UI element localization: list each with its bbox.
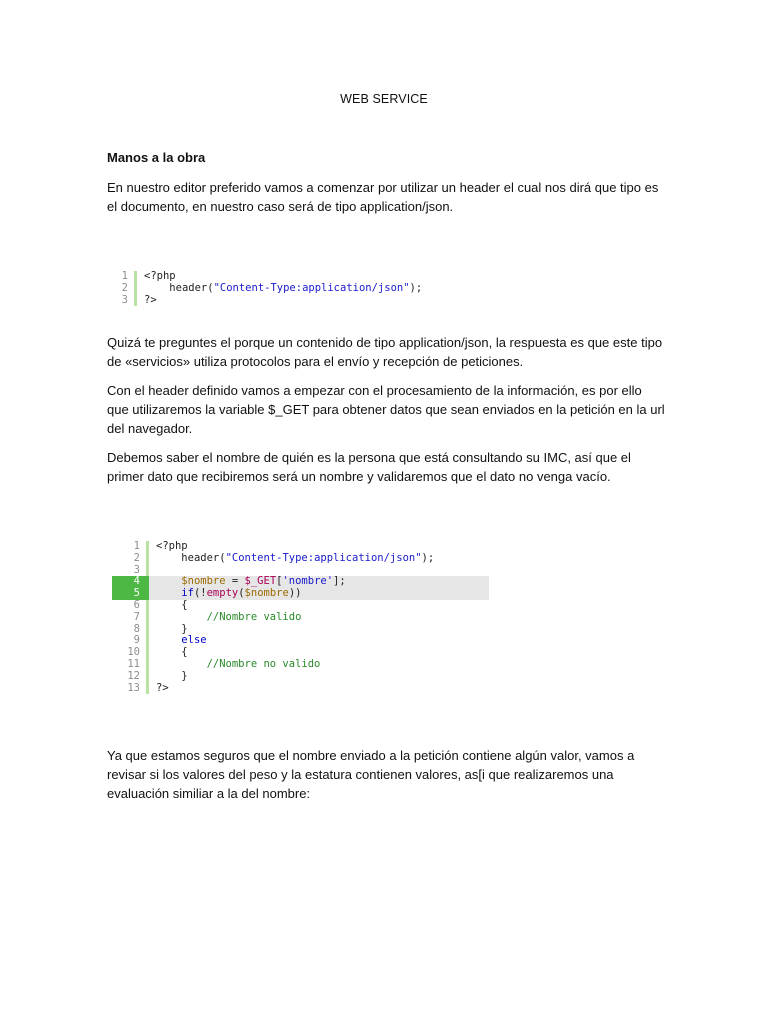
paragraph-3: Con el header definido vamos a empezar con el procesamiento de la información, es por ello que utilizaremos la variable $_GET para obtener datos que sean enviados en la petición en la url del navegador. <box>107 383 665 436</box>
code-line: 8 } <box>133 622 188 635</box>
code-line: 1 <?php <box>133 540 188 552</box>
code-line: 2 header("Content-Type:application/json"); <box>121 281 423 294</box>
code-block-2 <box>112 541 489 694</box>
code-line: 1 <?php <box>121 270 176 282</box>
code-line: 6 { <box>133 598 188 611</box>
code-line: 9 else <box>133 634 207 647</box>
code-line: 3 ?> <box>121 293 157 306</box>
code-line: 10 { <box>127 646 188 659</box>
code-line-highlighted: 4 $nombre = $_GET['nombre']; <box>112 576 489 588</box>
code-line: 13 ?> <box>127 681 169 694</box>
code-line: 12 } <box>127 669 188 682</box>
paragraph-5: Ya que estamos seguros que el nombre enviado a la petición contiene algún valor, vamos a revisar si los valores del peso y la estatura contienen valores, as[i que realizaremos una evaluación similiar a la del nombre: <box>107 748 635 801</box>
code-line: 2 header("Content-Type:application/json"); <box>133 551 435 564</box>
paragraph-4: Debemos saber el nombre de quién es la persona que está consultando su IMC, así que el primer dato que recibiremos será un nombre y validaremos que el dato no venga vacío. <box>107 450 631 484</box>
code-line: 3 <box>112 565 489 577</box>
paragraph-1: En nuestro editor preferido vamos a comenzar por utilizar un header el cual nos dirá que tipo es el documento, en nuestro caso será de tipo application/json. <box>107 180 659 214</box>
document-title: WEB SERVICE <box>340 92 428 106</box>
paragraph-2: Quizá te preguntes el porque un contenido de tipo application/json, la respuesta es que este tipo de «servicios» utiliza protocolos para el envío y recepción de peticiones. <box>107 335 663 369</box>
code-line-highlighted: 5 if(!empty($nombre)) <box>112 588 489 600</box>
code-line: 7 //Nombre valido <box>133 610 302 623</box>
section-heading: Manos a la obra <box>107 150 206 165</box>
code-line: 11 //Nombre no valido <box>127 657 321 670</box>
code-block-1 <box>100 271 422 306</box>
